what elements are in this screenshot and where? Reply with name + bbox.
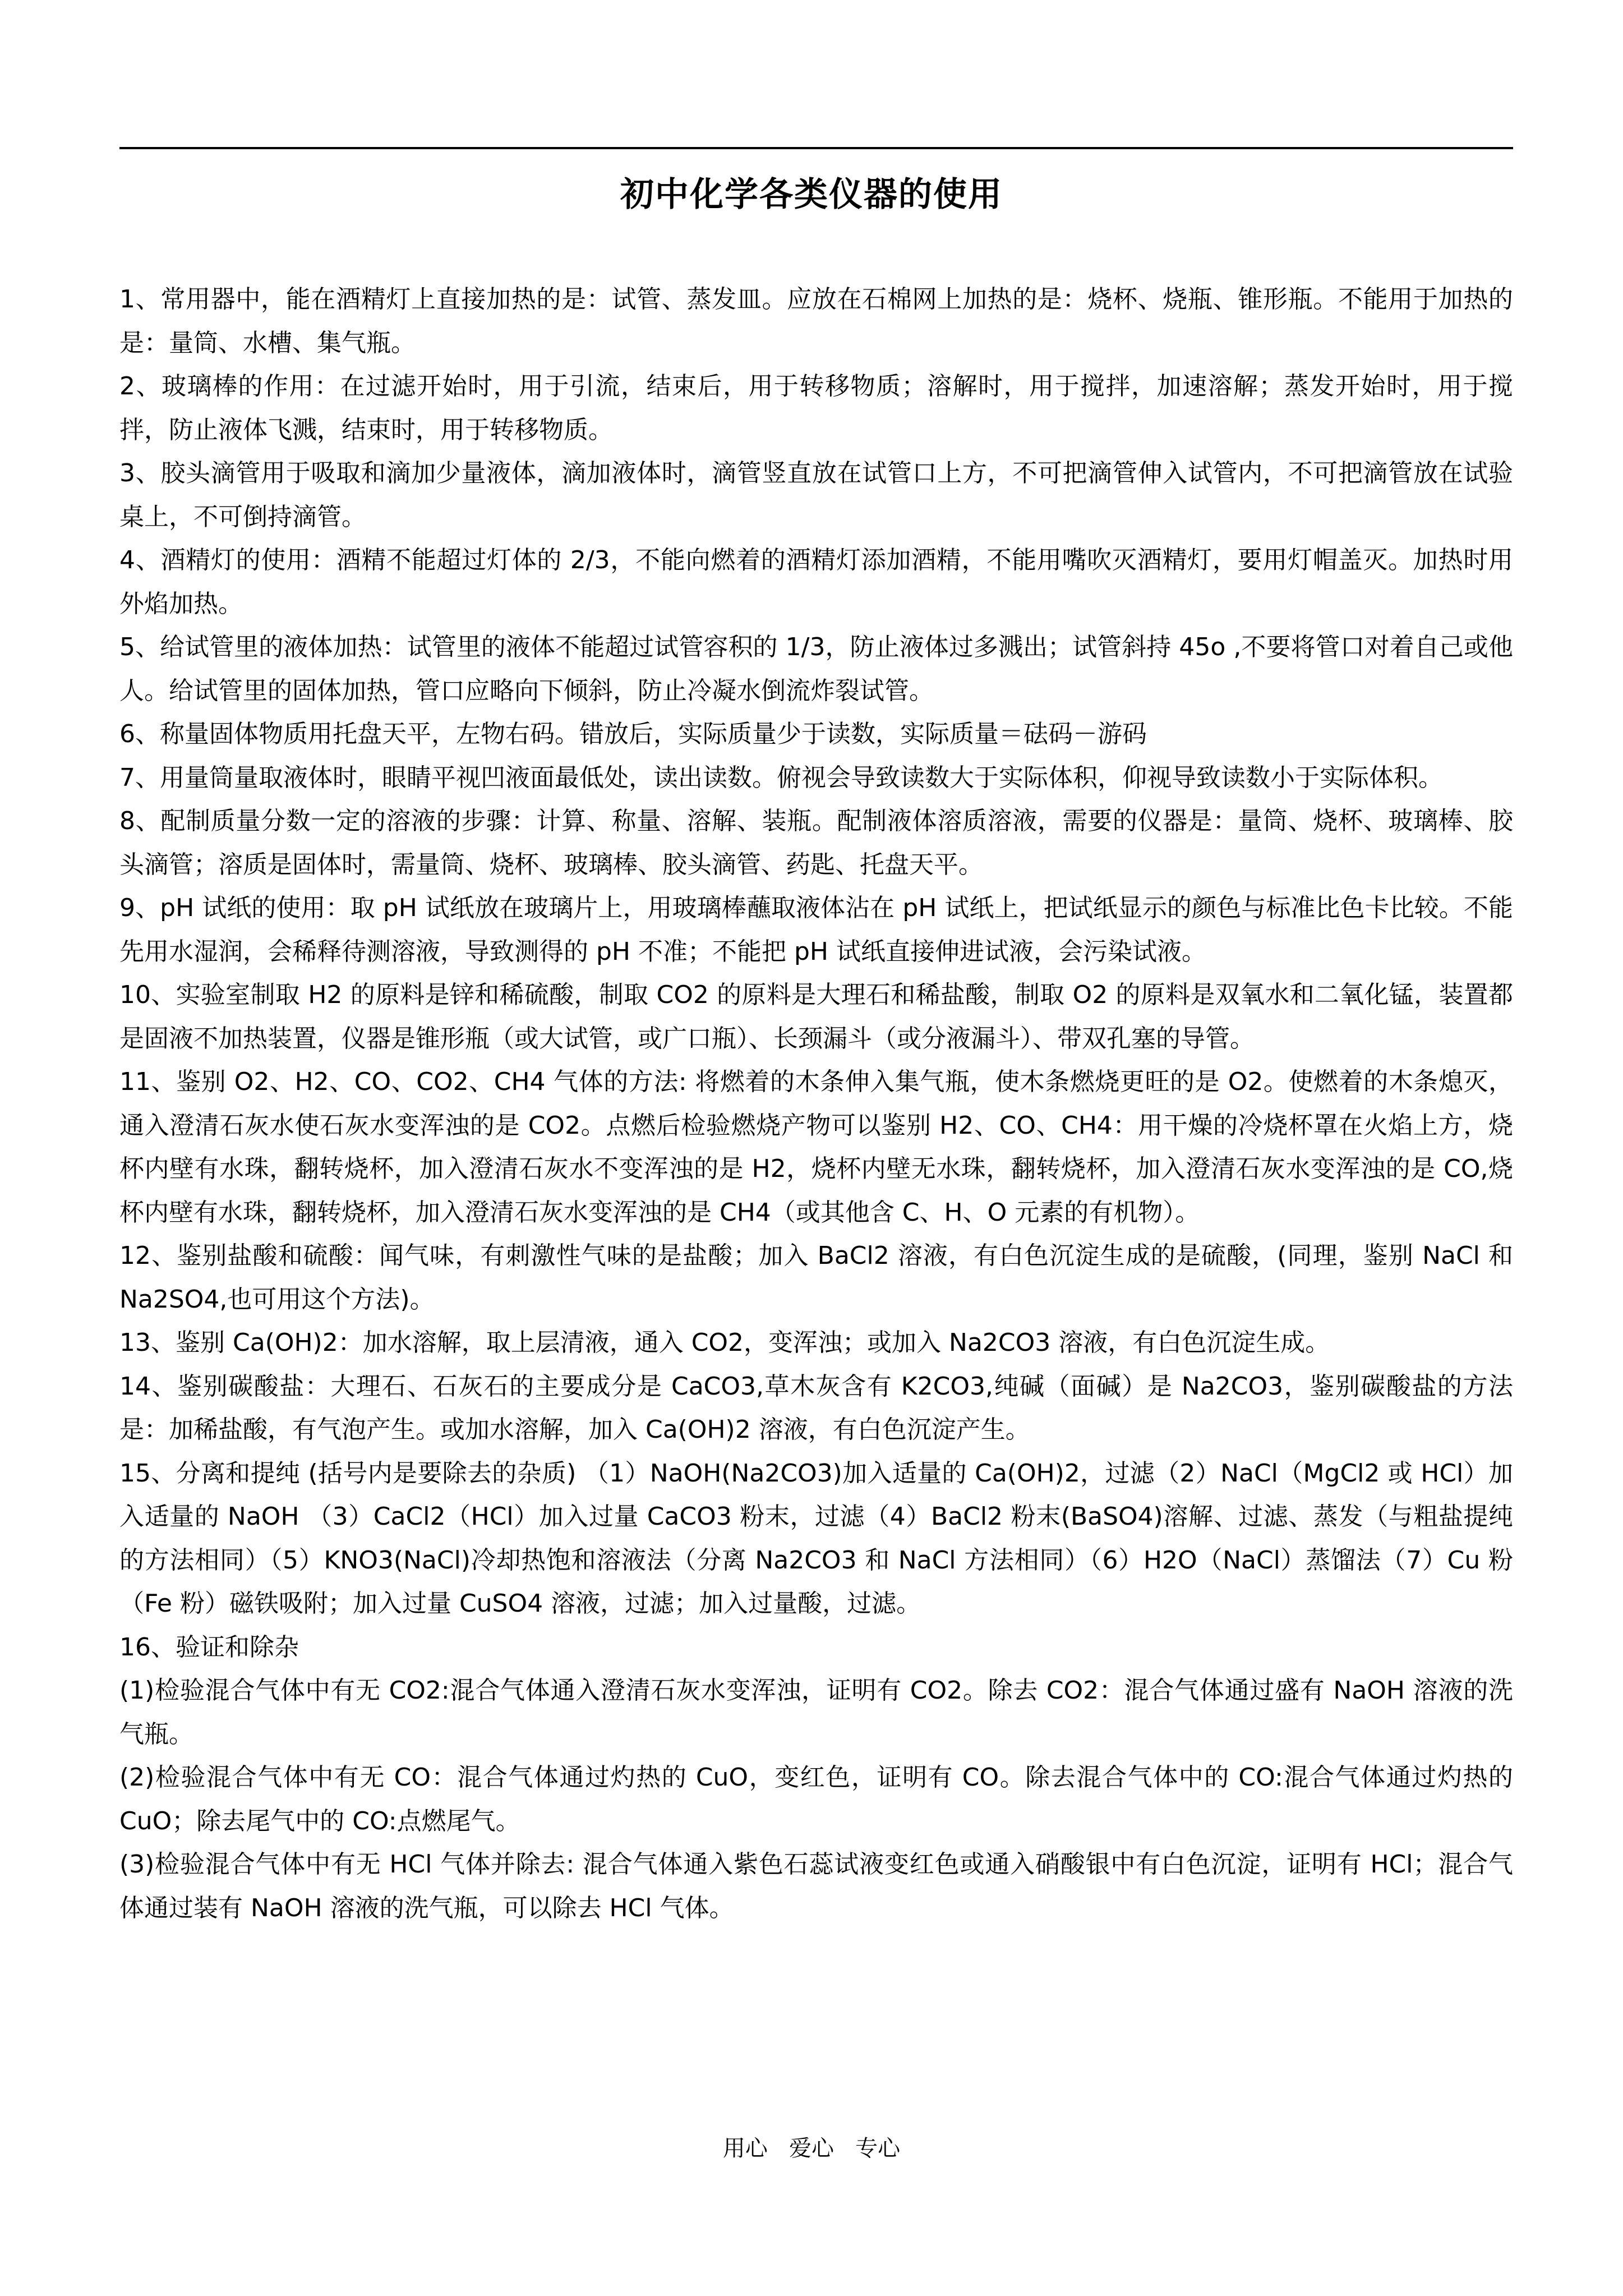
paragraph-5: 5、给试管里的液体加热：试管里的液体不能超过试管容积的 1/3，防止液体过多溅出；试管斜持 45o ,不要将管口对着自己或他人。给试管里的固体加热，管口应略向下倾斜，防止冷凝水倒流炸裂试管。 [119,633,1513,705]
paragraph-16-1: (1)检验混合气体中有无 CO2:混合气体通入澄清石灰水变浑浊，证明有 CO2。除去 CO2：混合气体通过盛有 NaOH 溶液的洗气瓶。 [119,1676,1513,1749]
paragraph-6: 6、称量固体物质用托盘天平，左物右码。错放后，实际质量少于读数，实际质量＝砝码－游码 [119,720,1147,748]
paragraph-14: 14、鉴别碳酸盐：大理石、石灰石的主要成分是 CaCO3,草木灰含有 K2CO3,纯碱（面碱）是 Na2CO3，鉴别碳酸盐的方法是：加稀盐酸，有气泡产生。或加水溶解，加入 Ca(OH)2 溶液，有白色沉淀产生。 [119,1372,1513,1444]
document-body [119,278,1513,1930]
paragraph-2: 2、玻璃棒的作用：在过滤开始时，用于引流，结束后，用于转移物质；溶解时，用于搅拌，加速溶解；蒸发开始时，用于搅拌，防止液体飞溅，结束时，用于转移物质。 [119,372,1513,444]
page-title: 初中化学各类仪器的使用 [620,175,1003,214]
paragraph-8: 8、配制质量分数一定的溶液的步骤：计算、称量、溶解、装瓶。配制液体溶质溶液，需要的仪器是：量筒、烧杯、玻璃棒、胶头滴管；溶质是固体时，需量筒、烧杯、玻璃棒、胶头滴管、药匙、托盘天平。 [119,807,1513,879]
paragraph-16-heading: 16、验证和除杂 [119,1632,299,1662]
paragraph-10: 10、实验室制取 H2 的原料是锌和稀硫酸，制取 CO2 的原料是大理石和稀盐酸，制取 O2 的原料是双氧水和二氧化锰，装置都是固液不加热装置，仪器是锥形瓶（或大试管，或广口瓶）、长颈漏斗（或分液漏斗）、带双孔塞的导管。 [119,981,1513,1053]
paragraph-16-2: (2)检验混合气体中有无 CO：混合气体通过灼热的 CuO，变红色，证明有 CO。除去混合气体中的 CO:混合气体通过灼热的 CuO；除去尾气中的 CO:点燃尾气。 [119,1763,1513,1835]
header-rule [119,147,1513,149]
paragraph-4: 4、酒精灯的使用：酒精不能超过灯体的 2/3，不能向燃着的酒精灯添加酒精，不能用嘴吹灭酒精灯，要用灯帽盖灭。加热时用外焰加热。 [119,546,1513,618]
paragraph-1: 1、常用器中，能在酒精灯上直接加热的是：试管、蒸发皿。应放在石棉网上加热的是：烧杯、烧瓶、锥形瓶。不能用于加热的是：量筒、水槽、集气瓶。 [119,285,1513,357]
paragraph-16-3: (3)检验混合气体中有无 HCl 气体并除去: 混合气体通入紫色石蕊试液变红色或通入硝酸银中有白色沉淀，证明有 HCl；混合气体通过装有 NaOH 溶液的洗气瓶，可以除去 HCl 气体。 [119,1850,1513,1922]
paragraph-12: 12、鉴别盐酸和硫酸：闻气味，有刺激性气味的是盐酸；加入 BaCl2 溶液，有白色沉淀生成的是硫酸，(同理，鉴别 NaCl 和 Na2SO4,也可用这个方法)。 [119,1241,1513,1314]
paragraph-9: 9、pH 试纸的使用：取 pH 试纸放在玻璃片上，用玻璃棒蘸取液体沾在 pH 试纸上，把试纸显示的颜色与标准比色卡比较。不能先用水湿润，会稀释待测溶液，导致测得的 pH 不准；不能把 pH 试纸直接伸进试液，会污染试液。 [119,894,1513,966]
paragraph-11: 11、鉴别 O2、H2、CO、CO2、CH4 气体的方法: 将燃着的木条伸入集气瓶，使木条燃烧更旺的是 O2。使燃着的木条熄灭，通入澄清石灰水使石灰水变浑浊的是 CO2。点燃后检验燃烧产物可以鉴别 H2、CO、CH4：用干燥的冷烧杯罩在火焰上方，烧杯内壁有水珠，翻转烧杯，加入澄清石灰水不变浑浊的是 H2，烧杯内壁无水珠，翻转烧杯，加入澄清石灰水变浑浊的是 CO,烧杯内壁有水珠，翻转烧杯，加入澄清石灰水变浑浊的是 CH4（或其他含 C、H、O 元素的有机物）。 [119,1068,1513,1227]
paragraph-15: 15、分离和提纯 (括号内是要除去的杂质) （1）NaOH(Na2CO3)加入适量的 Ca(OH)2，过滤（2）NaCl（MgCl2 或 HCl）加入适量的 NaOH （3）CaCl2（HCl）加入过量 CaCO3 粉末，过滤（4）BaCl2 粉末(BaSO4)溶解、过滤、蒸发（与粗盐提纯的方法相同）（5）KNO3(NaCl)冷却热饱和溶液法（分离 Na2CO3 和 NaCl 方法相同）（6）H2O（NaCl）蒸馏法（7）Cu 粉（Fe 粉）磁铁吸附；加入过量 CuSO4 溶液，过滤；加入过量酸，过滤。 [119,1458,1513,1618]
page-footer: 用心 爱心 专心 [722,2136,901,2161]
paragraph-13: 13、鉴别 Ca(OH)2：加水溶解，取上层清液，通入 CO2，变浑浊；或加入 Na2CO3 溶液，有白色沉淀生成。 [119,1328,1330,1357]
paragraph-7: 7、用量筒量取液体时，眼睛平视凹液面最低处，读出读数。俯视会导致读数大于实际体积，仰视导致读数小于实际体积。 [119,763,1443,792]
paragraph-3: 3、胶头滴管用于吸取和滴加少量液体，滴加液体时，滴管竖直放在试管口上方，不可把滴管伸入试管内，不可把滴管放在试验桌上，不可倒持滴管。 [119,459,1513,531]
